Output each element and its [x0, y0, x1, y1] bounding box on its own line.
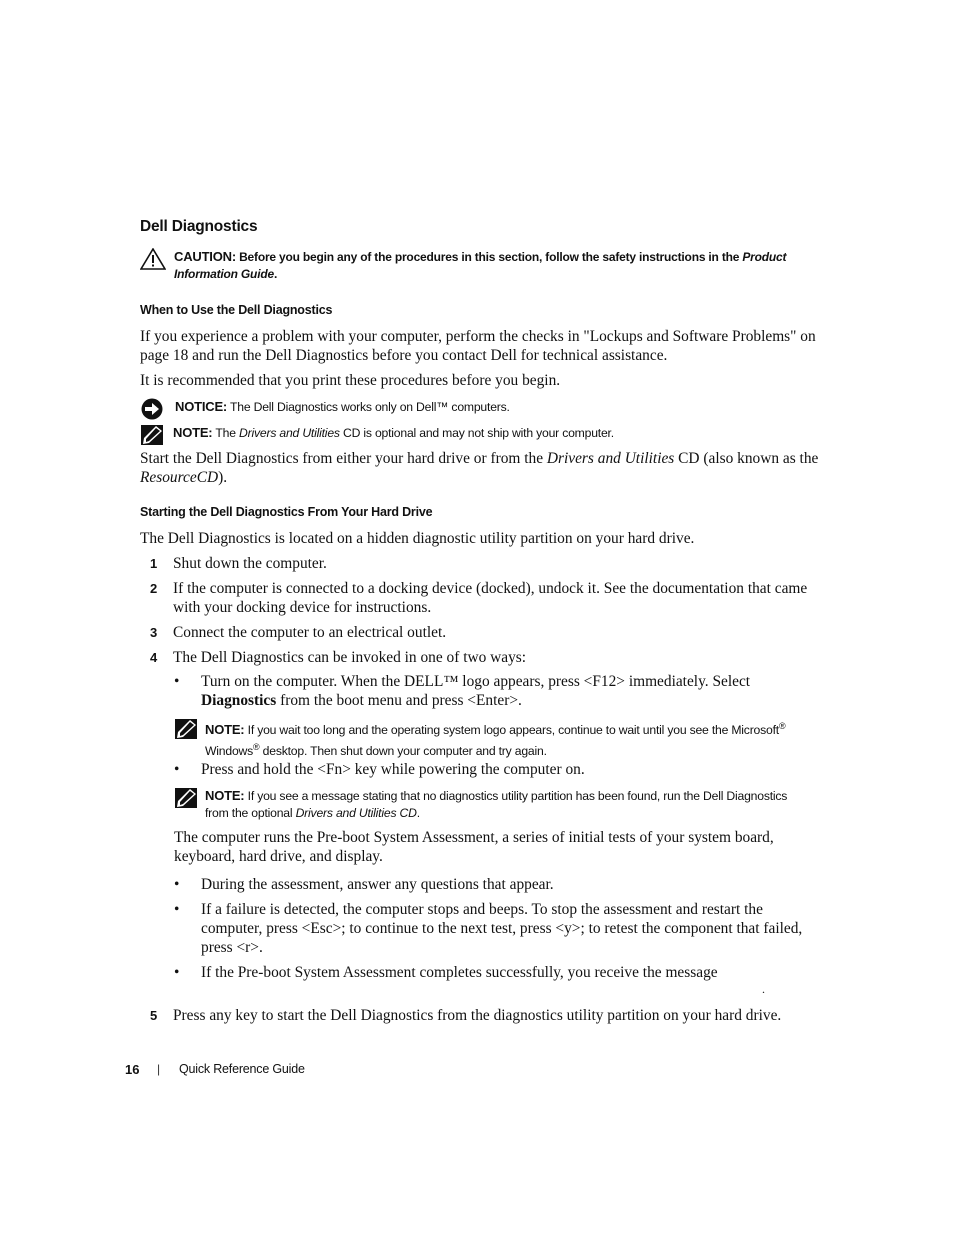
step-5: 5 Press any key to start the Dell Diagnostics from the diagnostics utility partition on your hard drive.	[150, 1007, 782, 1024]
bullet-dot: •	[174, 673, 180, 690]
caution-label: CAUTION:	[174, 249, 236, 264]
notice-arrow-icon	[140, 398, 164, 420]
step-number: 4	[150, 650, 158, 665]
when-to-use-heading: When to Use the Dell Diagnostics	[140, 303, 333, 317]
starting-heading: Starting the Dell Diagnostics From Your Hard Drive	[140, 505, 433, 519]
paragraph-print: It is recommended that you print these procedures before you begin.	[140, 372, 561, 389]
bullet-assessment: • During the assessment, answer any questions that appear.	[174, 876, 554, 893]
bullet-dot: •	[174, 964, 180, 981]
section-heading: Dell Diagnostics	[140, 218, 258, 235]
notice-block	[140, 398, 820, 416]
paragraph-located: The Dell Diagnostics is located on a hidden diagnostic utility partition on your hard drive.	[140, 530, 695, 547]
footer-separator: |	[157, 1062, 161, 1076]
stray-period: .	[762, 982, 765, 996]
note-pencil-icon	[174, 787, 198, 809]
note-pencil-icon	[174, 718, 198, 740]
page-number: 16	[125, 1062, 140, 1077]
caution-block: CAUTION: Before you begin any of the procedures in this section, follow the safety instructions in the Product Information Guide.	[140, 248, 820, 283]
step-number: 1	[150, 556, 158, 571]
note-block-1: NOTE: The Drivers and Utilities CD is optional and may not ship with your computer.	[140, 424, 820, 442]
step-1: 1 Shut down the computer.	[150, 555, 327, 572]
bullet-success: • If the Pre-boot System Assessment completes successfully, you receive the message	[174, 964, 718, 981]
step-number: 2	[150, 581, 158, 596]
bullet-dot: •	[174, 761, 180, 778]
bullet-dot: •	[174, 876, 180, 893]
note-block-3: NOTE: If you see a message stating that no diagnostics utility partition has been found, run the Dell Diagnostics from the optional Drivers and Utilities CD.	[174, 787, 804, 822]
note-label-2: NOTE:	[205, 722, 245, 738]
bullet-turn-on: • Turn on the computer. When the DELL™ logo appears, press <F12> immediately. Select Diagnostics from the boot menu and press <Enter>.	[174, 673, 751, 709]
step-3: 3 Connect the computer to an electrical outlet.	[150, 624, 447, 641]
step-2: 2 If the computer is connected to a docking device (docked), undock it. See the documentation that came with your docking device for instructions.	[150, 580, 808, 616]
note-block-2: NOTE: If you wait too long and the operating system logo appears, continue to wait until you see the Microsoft® Windows® desktop. Then shut down your computer and try again.	[174, 718, 804, 760]
notice-label: NOTICE:	[175, 399, 228, 414]
bullet-dot: •	[174, 901, 180, 918]
paragraph-start: Start the Dell Diagnostics from either your hard drive or from the Drivers and Utilities CD (also known as the ResourceCD).	[140, 450, 819, 486]
paragraph-problems: If you experience a problem with your computer, perform the checks in "Lockups and Software Problems" on page 18 and run the Dell Diagnostics before you contact Dell for technical assistance.	[140, 328, 816, 364]
note-label-3: NOTE:	[205, 788, 245, 803]
notice-text: The Dell Diagnostics works only on Dell™ computers.	[227, 400, 510, 414]
note-pencil-icon	[140, 424, 164, 446]
paragraph-psa: The computer runs the Pre-boot System Assessment, a series of initial tests of your system board, keyboard, hard drive, and display.	[174, 829, 774, 865]
caution-text: Before you begin any of the procedures in this section, follow the safety instructions in the	[235, 250, 743, 264]
step-number: 3	[150, 625, 158, 640]
bullet-failure: • If a failure is detected, the computer stops and beeps. To stop the assessment and restart the computer, press <Esc>; to continue to the next test, press <y>; to retest the component that failed, press <r>.	[174, 901, 803, 956]
footer-title: Quick Reference Guide	[179, 1062, 305, 1076]
bullet-fn-key: • Press and hold the <Fn> key while powering the computer on.	[174, 761, 585, 778]
step-4: 4 The Dell Diagnostics can be invoked in one of two ways:	[150, 649, 527, 666]
caution-italic: Product Information Guide	[174, 250, 787, 281]
note-label-1: NOTE:	[173, 425, 213, 440]
step-number: 5	[150, 1008, 158, 1023]
caution-triangle-icon	[140, 248, 166, 270]
